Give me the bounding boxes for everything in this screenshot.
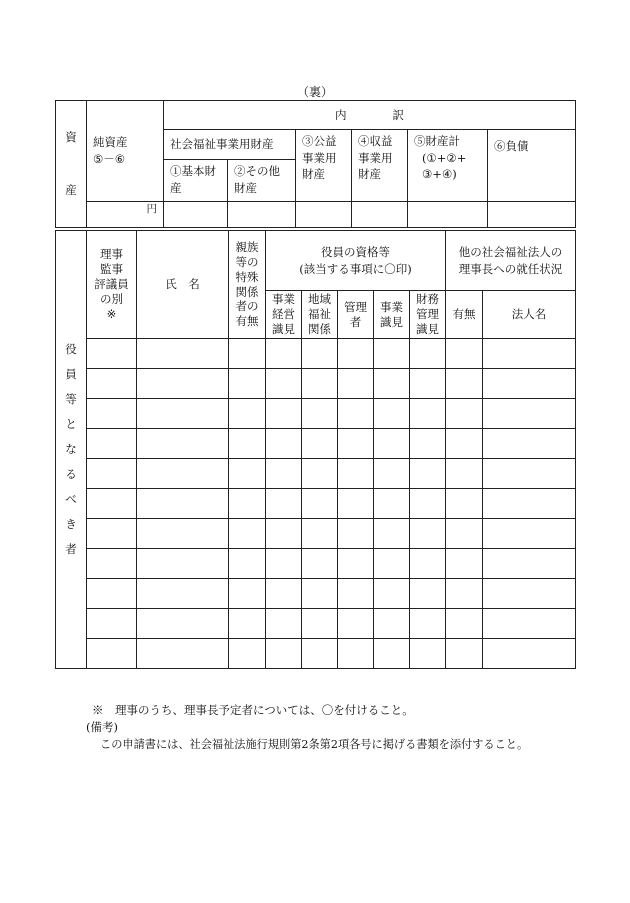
qual-cell[interactable] [374,639,410,669]
officer-row [56,549,576,579]
role-cell[interactable] [87,519,137,549]
corp-name-cell[interactable] [483,399,576,429]
corp-name-cell[interactable] [483,579,576,609]
name-cell[interactable] [137,429,229,459]
relatives-cell[interactable] [229,339,266,369]
qual-cell[interactable] [374,339,410,369]
qual-cell[interactable] [374,399,410,429]
qual-cell[interactable] [410,579,446,609]
presence-cell[interactable] [446,549,483,579]
basic-property-header: ①基本財 産 [164,160,228,202]
qualification-header: 役員の資格等 (該当する事項に〇印) [266,231,446,291]
name-cell[interactable] [137,459,229,489]
qual-cell[interactable] [266,369,302,399]
role-cell[interactable] [87,549,137,579]
officer-row [56,369,576,399]
name-cell[interactable] [137,579,229,609]
role-cell[interactable] [87,339,137,369]
presence-cell[interactable] [446,399,483,429]
officer-row [56,339,576,369]
qual-cell[interactable] [266,639,302,669]
qualification-financial-management: 財務 管理 識見 [410,291,446,339]
role-header: 理事 監事 評議員 の別 ※ [87,231,137,339]
qual-cell[interactable] [374,519,410,549]
assets-section-label: 資 産 [56,101,87,228]
corp-name-header: 法人名 [483,291,576,339]
name-header: 氏 名 [137,231,229,339]
qualification-business-management: 事業 経営 識見 [266,291,302,339]
profit-business-value-cell[interactable] [352,202,408,228]
qual-cell[interactable] [302,459,338,489]
officer-row [56,639,576,669]
officer-row [56,609,576,639]
net-assets-value-cell[interactable]: 円 [87,202,164,228]
role-cell[interactable] [87,609,137,639]
presence-cell[interactable] [446,519,483,549]
qual-cell[interactable] [338,369,374,399]
name-cell[interactable] [137,369,229,399]
presence-header: 有無 [446,291,483,339]
qual-cell[interactable] [374,549,410,579]
corp-name-cell[interactable] [483,459,576,489]
qual-cell[interactable] [410,399,446,429]
qual-cell[interactable] [374,489,410,519]
qual-cell[interactable] [410,369,446,399]
qual-cell[interactable] [338,579,374,609]
officer-row [56,459,576,489]
name-cell[interactable] [137,339,229,369]
public-interest-value-cell[interactable] [296,202,352,228]
other-corp-header: 他の社会福祉法人の 理事長への就任状況 [446,231,576,291]
net-assets-header: 純資産 ⑤－⑥ [87,101,164,202]
presence-cell[interactable] [446,339,483,369]
property-total-value-cell[interactable] [408,202,488,228]
relatives-cell[interactable] [229,369,266,399]
name-cell[interactable] [137,399,229,429]
qual-cell[interactable] [302,369,338,399]
qual-cell[interactable] [410,519,446,549]
qual-cell[interactable] [266,609,302,639]
role-cell[interactable] [87,369,137,399]
officer-row [56,489,576,519]
qual-cell[interactable] [338,639,374,669]
name-cell[interactable] [137,519,229,549]
qual-cell[interactable] [302,429,338,459]
qual-cell[interactable] [410,459,446,489]
qual-cell[interactable] [266,519,302,549]
relatives-cell[interactable] [229,639,266,669]
qual-cell[interactable] [338,549,374,579]
role-cell[interactable] [87,399,137,429]
qual-cell[interactable] [410,339,446,369]
presence-cell[interactable] [446,429,483,459]
corp-name-cell[interactable] [483,429,576,459]
presence-cell[interactable] [446,369,483,399]
other-property-header: ②その他 財産 [228,160,296,202]
relatives-cell[interactable] [229,399,266,429]
relatives-cell[interactable] [229,429,266,459]
qual-cell[interactable] [302,549,338,579]
qual-cell[interactable] [374,459,410,489]
assets-table [55,100,576,228]
qual-cell[interactable] [266,579,302,609]
role-cell[interactable] [87,459,137,489]
qual-cell[interactable] [266,459,302,489]
presence-cell[interactable] [446,489,483,519]
qual-cell[interactable] [410,549,446,579]
presence-cell[interactable] [446,639,483,669]
qual-cell[interactable] [410,429,446,459]
relatives-cell[interactable] [229,609,266,639]
qual-cell[interactable] [302,489,338,519]
qual-cell[interactable] [302,609,338,639]
corp-name-cell[interactable] [483,369,576,399]
remarks-text: この申請書には、社会福祉法施行規則第2条第2項各号に掲げる書類を添付すること。 [100,738,529,751]
qual-cell[interactable] [338,489,374,519]
name-cell[interactable] [137,489,229,519]
presence-cell[interactable] [446,579,483,609]
role-cell[interactable] [87,639,137,669]
qual-cell[interactable] [302,579,338,609]
qual-cell[interactable] [302,399,338,429]
qual-cell[interactable] [410,489,446,519]
officer-row [56,519,576,549]
corp-name-cell[interactable] [483,519,576,549]
qual-cell[interactable] [338,519,374,549]
qual-cell[interactable] [374,369,410,399]
qual-cell[interactable] [302,519,338,549]
remarks-label: (備考) [86,720,118,734]
officer-row [56,429,576,459]
qual-cell[interactable] [266,429,302,459]
qualification-administrator: 管理 者 [338,291,374,339]
qual-cell[interactable] [302,639,338,669]
profit-business-header: ④収益 事業用 財産 [352,130,408,202]
qual-cell[interactable] [266,489,302,519]
qual-cell[interactable] [410,639,446,669]
relatives-cell[interactable] [229,489,266,519]
presence-cell[interactable] [446,609,483,639]
role-cell[interactable] [87,579,137,609]
officer-row [56,579,576,609]
public-interest-header: ③公益 事業用 財産 [296,130,352,202]
other-property-value-cell[interactable] [228,202,296,228]
basic-property-value-cell[interactable] [164,202,228,228]
relatives-header: 親族 等の 特殊 関係 者の 有無 [229,231,266,339]
qual-cell[interactable] [338,339,374,369]
qualification-community-welfare: 地域 福祉 関係 [302,291,338,339]
relatives-cell[interactable] [229,549,266,579]
qual-cell[interactable] [266,339,302,369]
relatives-cell[interactable] [229,579,266,609]
qual-cell[interactable] [374,429,410,459]
qual-cell[interactable] [338,429,374,459]
liabilities-value-cell[interactable] [488,202,576,228]
name-cell[interactable] [137,609,229,639]
officer-row [56,399,576,429]
qual-cell[interactable] [338,459,374,489]
corp-name-cell[interactable] [483,549,576,579]
breakdown-header: 内 訳 [164,101,576,130]
asterisk-note: ※ 理事のうち、理事長予定者については、〇を付けること。 [92,703,414,717]
corp-name-cell[interactable] [483,639,576,669]
corp-name-cell[interactable] [483,339,576,369]
officers-table [55,230,576,669]
social-welfare-property-header: 社会福祉事業用財産 [164,130,296,160]
qual-cell[interactable] [302,339,338,369]
qual-cell[interactable] [266,549,302,579]
relatives-cell[interactable] [229,459,266,489]
qual-cell[interactable] [266,399,302,429]
corp-name-cell[interactable] [483,489,576,519]
liabilities-header: ⑥負債 [488,130,576,202]
name-cell[interactable] [137,549,229,579]
qualification-business-insight: 事業 識見 [374,291,410,339]
qual-cell[interactable] [338,609,374,639]
officers-section-label: 役 員 等 と な る べ き 者 [56,231,87,669]
qual-cell[interactable] [374,579,410,609]
page-title: （裏） [296,85,333,99]
presence-cell[interactable] [446,459,483,489]
relatives-cell[interactable] [229,519,266,549]
qual-cell[interactable] [338,399,374,429]
corp-name-cell[interactable] [483,609,576,639]
qual-cell[interactable] [374,609,410,639]
name-cell[interactable] [137,639,229,669]
role-cell[interactable] [87,489,137,519]
role-cell[interactable] [87,429,137,459]
property-total-header: ⑤財産計 (①+②+ ③+④) [408,130,488,202]
qual-cell[interactable] [410,609,446,639]
